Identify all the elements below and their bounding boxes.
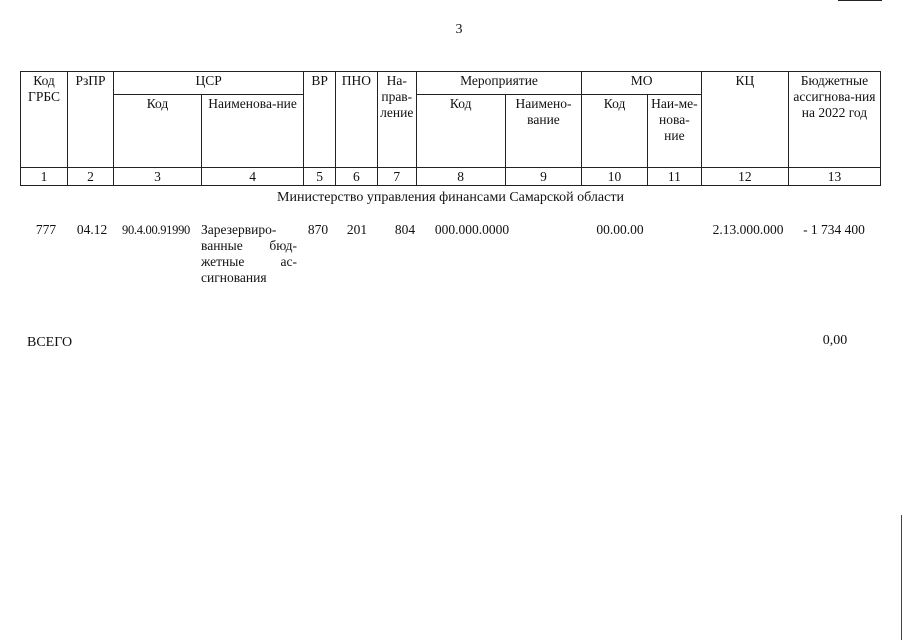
column-number: 2: [68, 168, 114, 186]
header-kc: КЦ: [701, 72, 788, 168]
budget-table-header: [20, 71, 881, 186]
column-number: 8: [416, 168, 505, 186]
column-number: 11: [647, 168, 701, 186]
column-number-row: [21, 168, 881, 186]
page-number: 3: [455, 22, 463, 37]
column-number: 6: [335, 168, 377, 186]
column-number: 9: [505, 168, 582, 186]
header-mo-name: Наи-ме-нова-ние: [647, 95, 701, 168]
header-csr-name: Наименова-ние: [201, 95, 303, 168]
row-meropr-kod: 000.000.0000: [434, 222, 510, 237]
column-number: 7: [377, 168, 416, 186]
header-budget: Бюджетные ассигнова-ния на 2022 год: [788, 72, 880, 168]
header-meropr-kod: Код: [416, 95, 505, 168]
row-mo-kod: 00.00.00: [596, 222, 644, 237]
header-napravlenie: На-прав-ление: [377, 72, 416, 168]
row-grbs: 777: [35, 222, 57, 237]
column-number: 5: [304, 168, 336, 186]
column-number: 12: [701, 168, 788, 186]
row-kc: 2.13.000.000: [712, 222, 784, 237]
header-mo: МО: [582, 72, 702, 95]
row-rzpr: 04.12: [76, 222, 108, 237]
row-vr: 870: [307, 222, 329, 237]
row-csr-name: Зарезервиро-ванные бюд-жетные ас-сигнования: [201, 222, 297, 285]
row-pno: 201: [346, 222, 368, 237]
column-number: 3: [114, 168, 202, 186]
header-rzpr: РзПР: [68, 72, 114, 168]
page-edge-line: [901, 515, 902, 640]
row-amount: - 1 734 400: [803, 222, 865, 237]
column-number: 4: [201, 168, 303, 186]
row-napravlenie: 804: [394, 222, 416, 237]
column-number: 1: [21, 168, 68, 186]
header-mo-kod: Код: [582, 95, 647, 168]
header-kod-grbs: Код ГРБС: [21, 72, 68, 168]
column-number: 13: [788, 168, 880, 186]
header-csr: ЦСР: [114, 72, 304, 95]
column-number: 10: [582, 168, 647, 186]
total-value: 0,00: [822, 333, 848, 348]
header-meropr-name: Наимено-вание: [505, 95, 582, 168]
header-pno: ПНО: [335, 72, 377, 168]
header-vr: ВР: [304, 72, 336, 168]
total-label: ВСЕГО: [27, 335, 73, 350]
top-rule: [838, 0, 882, 1]
header-meropriyatie: Мероприятие: [416, 72, 582, 95]
row-csr-code: 90.4.00.91990: [122, 223, 190, 237]
section-title: Министерство управления финансами Самарской области: [277, 190, 624, 205]
header-csr-kod: Код: [114, 95, 202, 168]
